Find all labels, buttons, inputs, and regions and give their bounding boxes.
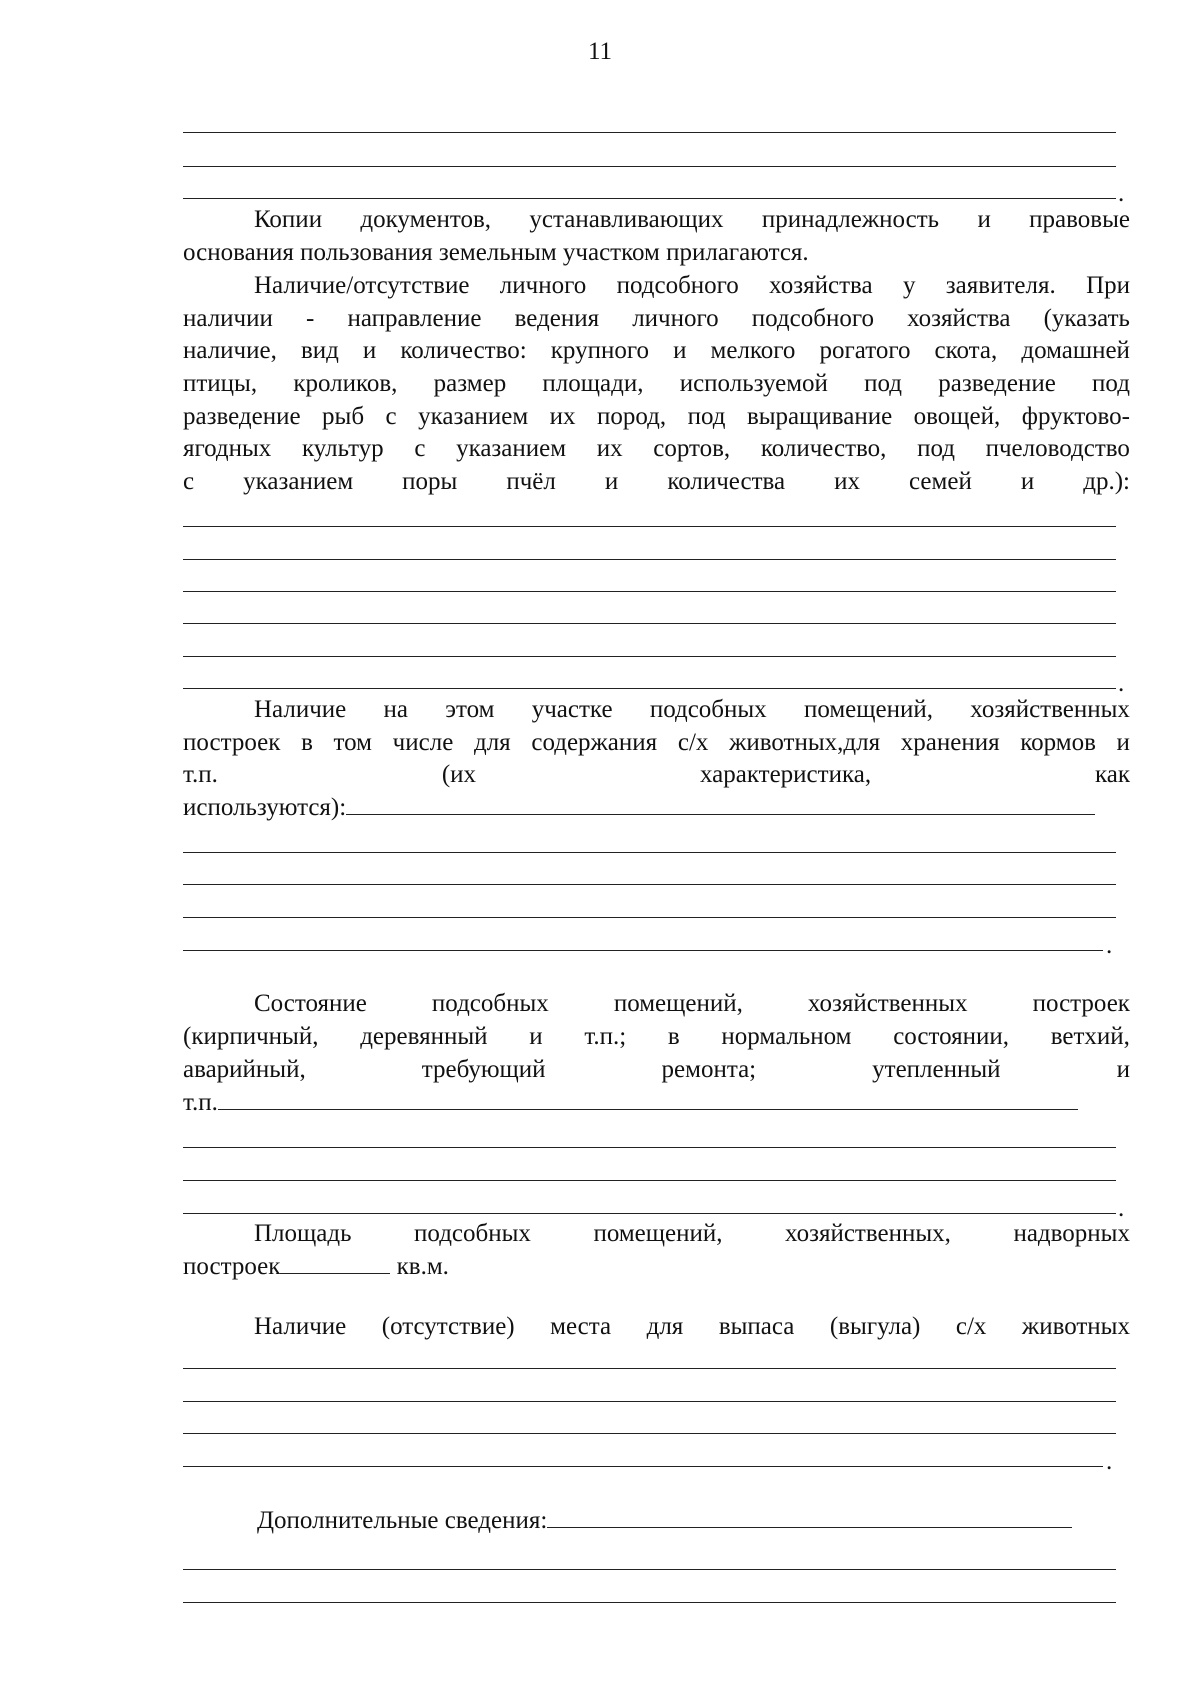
p4-line1: Состояние подсобных помещений, хозяйственных построек <box>254 990 1130 1017</box>
fill-line[interactable] <box>183 852 1116 853</box>
fill-line[interactable] <box>183 917 1116 918</box>
fill-line[interactable] <box>183 198 1116 199</box>
fill-line[interactable] <box>183 688 1116 689</box>
area-input[interactable] <box>280 1253 390 1274</box>
p7-line1: Дополнительные сведения: <box>257 1505 1072 1537</box>
fill-line[interactable] <box>183 591 1116 592</box>
fill-line[interactable] <box>183 1466 1103 1467</box>
p2-line2: наличии - направление ведения личного подсобного хозяйства (указать <box>183 305 1130 332</box>
p6-line1: Наличие (отсутствие) места для выпаса (выгула) с/х животных <box>254 1313 1130 1340</box>
fill-line[interactable] <box>183 1180 1116 1181</box>
p2-line4: птицы, кроликов, размер площади, используемой под разведение под <box>183 370 1130 397</box>
fill-line[interactable] <box>183 1147 1116 1148</box>
p4-line3: аварийный, требующий ремонта; утепленный и <box>183 1056 1130 1083</box>
p3-line2: построек в том числе для содержания с/х животных,для хранения кормов и <box>183 729 1130 756</box>
period: . <box>1118 1195 1125 1222</box>
p2-line6: ягодных культур с указанием их сортов, количество, под пчеловодство <box>183 435 1130 462</box>
period: . <box>1118 180 1125 207</box>
page-number: 11 <box>587 38 613 65</box>
p3-line4: используются): <box>183 792 1095 824</box>
period: . <box>1118 670 1125 697</box>
fill-line[interactable] <box>183 559 1116 560</box>
fill-line[interactable] <box>183 950 1103 951</box>
fill-line[interactable] <box>183 1433 1116 1434</box>
p2-line5: разведение рыб с указанием их пород, под выращивание овощей, фруктово- <box>183 403 1130 430</box>
p4-line4: т.п. <box>183 1087 1078 1119</box>
p1-line2: основания пользования земельным участком прилагаются. <box>183 239 809 266</box>
fill-line[interactable] <box>183 132 1116 133</box>
p5-line2: построек кв.м. <box>183 1253 449 1280</box>
fill-line[interactable] <box>183 1569 1116 1570</box>
p2-line3: наличие, вид и количество: крупного и мелкого рогатого скота, домашней <box>183 337 1130 364</box>
p1-line1: Копии документов, устанавливающих принадлежность и правовые <box>254 206 1130 233</box>
p2-line7: с указанием поры пчёл и количества их семей и др.): <box>183 468 1130 495</box>
fill-line[interactable] <box>183 526 1116 527</box>
p3-line3: т.п. (их характеристика, как <box>183 761 1130 788</box>
fill-line[interactable] <box>183 656 1116 657</box>
period: . <box>1106 932 1113 959</box>
fill-line[interactable] <box>346 794 1095 815</box>
p3-line1: Наличие на этом участке подсобных помещений, хозяйственных <box>254 696 1130 723</box>
additional-info-input[interactable] <box>547 1507 1072 1528</box>
fill-line[interactable] <box>183 1368 1116 1369</box>
fill-line[interactable] <box>183 1401 1116 1402</box>
period: . <box>1106 1448 1113 1475</box>
p4-line2: (кирпичный, деревянный и т.п.; в нормальном состоянии, ветхий, <box>183 1023 1130 1050</box>
fill-line[interactable] <box>183 1213 1116 1214</box>
fill-line[interactable] <box>183 166 1116 167</box>
p5-line1: Площадь подсобных помещений, хозяйственных, надворных <box>254 1220 1130 1247</box>
p2-line1: Наличие/отсутствие личного подсобного хозяйства у заявителя. При <box>254 272 1130 299</box>
fill-line[interactable] <box>218 1089 1078 1110</box>
fill-line[interactable] <box>183 884 1116 885</box>
fill-line[interactable] <box>183 1602 1116 1603</box>
fill-line[interactable] <box>183 623 1116 624</box>
